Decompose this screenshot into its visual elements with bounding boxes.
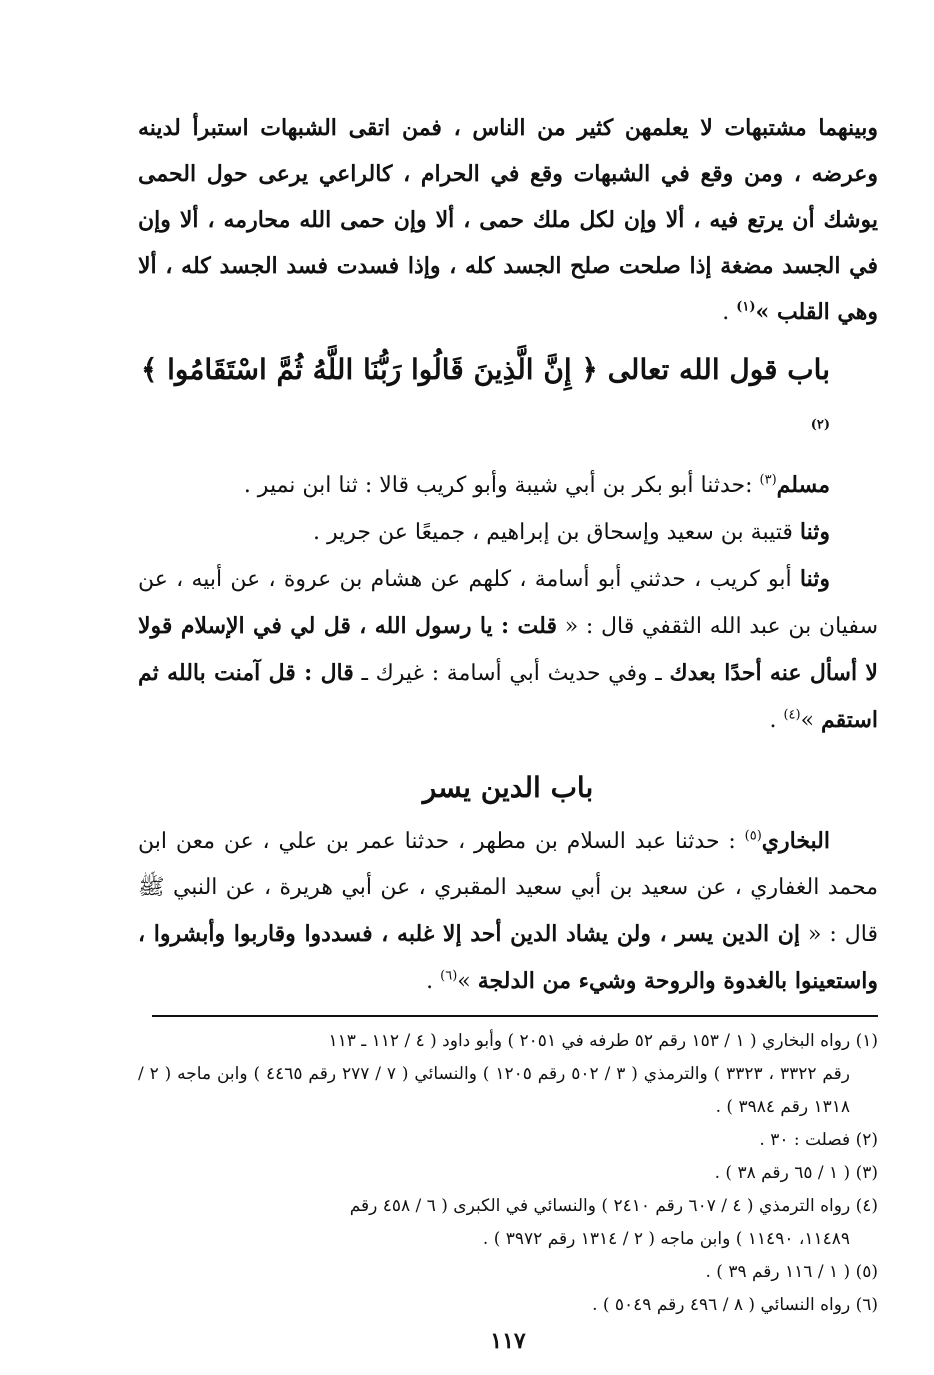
footnote-line: (٦) رواه النسائي ( ٨ / ٤٩٦ رقم ٥٠٤٩ ) .: [592, 1295, 878, 1315]
paragraph-end: .: [426, 969, 441, 994]
chapter-heading-text: باب قول الله تعالى ﴿ إِنَّ الَّذِينَ قَالُوا رَبُّنَا اللَّهُ ثُمَّ اسْتَقَامُوا ﴾: [140, 353, 830, 386]
footnote-item: [138, 1256, 878, 1289]
hadith-text: إن الدين يسر ، ولن يشاد الدين أحد إلا غلبه ، فسددوا وقاربوا وأبشروا ، واستعينوا بالغدوة والروحة وشيء من الدلجة: [138, 921, 878, 994]
chain-text: قتيبة بن سعيد وإسحاق بن إبراهيم ، جميعًا عن جرير .: [313, 520, 800, 545]
footnote-continuation: ١١٤٨٩، ١١٤٩٠ ) وابن ماجه ( ٢ / ١٣١٤ رقم ٣٩٧٢ ) .: [482, 1229, 850, 1249]
quote-close: »: [800, 708, 822, 733]
footnote-ref-4: (٤): [783, 707, 801, 723]
footnote-ref-2: (٢): [810, 417, 830, 433]
footnote-line: (٢) فصلت : ٣٠ .: [759, 1130, 878, 1150]
footnote-item: [138, 1124, 878, 1157]
chain-lead: وثنا: [799, 519, 830, 545]
hadith-text: وبينهما مشتبهات لا يعلمهن كثير من الناس ، فمن اتقى الشبهات استبرأ لدينه وعرضه ، ومن وقع في الشبهات وقع في الحرام ، كالراعي يرعى حول الحمى يوشك أن يرتع فيه ، ألا وإن لكل ملك حمى ، ألا وإن حمى الله محارمه ، ألا وإن في الجسد مضغة إذا صلحت صلح الجسد كله ، وإذا فسدت فسد الجسد كله ، ألا وهي القلب »: [138, 115, 878, 325]
chapter-heading-istiqama: [138, 340, 830, 460]
page-number: ١١٧: [490, 1328, 526, 1354]
footnote-item: [138, 1190, 878, 1256]
paragraph-end: .: [722, 300, 737, 325]
page-content: [138, 105, 878, 1354]
footnote-line: (٤) رواه الترمذي ( ٤ / ٦٠٧ رقم ٢٤١٠ ) والنسائي في الكبرى ( ٦ / ٤٥٨ رقم: [349, 1196, 878, 1216]
chain-lead: وثنا: [799, 566, 830, 592]
footnote-line: (٣) ( ١ / ٦٥ رقم ٣٨ ) .: [714, 1163, 878, 1183]
footnote-divider: [152, 1015, 878, 1017]
paragraph-end: .: [769, 708, 784, 733]
footnote-ref-6: (٦): [440, 968, 458, 984]
hadith-text: قلت : يا رسول الله ، قل لي في الإسلام قولا لا أسأل عنه أحدًا بعدك: [138, 613, 878, 686]
chain-text: : حدثنا عبد السلام بن مطهر ، حدثنا عمر بن علي ، عن معن ابن محمد الغفاري ، عن سعيد بن أبي سعيد المقبري ، عن أبي هريرة ، عن النبي ﷺ قال : «: [138, 829, 878, 947]
paragraph-chain-3: [138, 556, 878, 744]
footnote-item: [138, 1157, 878, 1190]
footnote-item: [138, 1289, 878, 1322]
footnote-continuation: رقم ٣٣٢٢ ، ٣٣٢٣ ) والترمذي ( ٣ / ٥٠٢ رقم ١٢٠٥ ) والنسائي ( ٧ / ٢٧٧ رقم ٤٤٦٥ ) وابن ماجه ( ٢ / ١٣١٨ رقم ٣٩٨٤ ) .: [138, 1064, 851, 1117]
chain-text: أبو كريب ، حدثني أبو أسامة ، كلهم عن هشام بن عروة ، عن أبيه ، عن سفيان بن عبد الله الثقفي قال : «: [138, 567, 878, 639]
footnote-line: (٥) ( ١ / ١١٦ رقم ٣٩ ) .: [705, 1262, 878, 1282]
source-name: البخاري: [761, 828, 830, 854]
source-name: مسلم: [776, 472, 830, 498]
chain-text: :حدثنا أبو بكر بن أبي شيبة وأبو كريب قالا : ثنا ابن نمير .: [243, 473, 760, 498]
footnote-ref-5: (٥): [744, 828, 762, 844]
paragraph-bukhari: [138, 818, 878, 1005]
variant-note: ـ وفي حديث أبي أسامة : غيرك ـ: [353, 661, 670, 686]
quote-close: »: [457, 969, 478, 994]
paragraph-chain-2: [138, 509, 878, 556]
footnote-ref-3: (٣): [759, 472, 777, 488]
footnote-item: [138, 1025, 878, 1124]
chapter-heading-religion-ease: باب الدين يسر: [422, 771, 594, 804]
footnote-ref-1: (١): [736, 299, 756, 315]
footnotes-list: [138, 1025, 878, 1322]
paragraph-muslim-chain: [138, 462, 878, 509]
paragraph-hadith-continuation: [138, 105, 878, 336]
footnote-line: (١) رواه البخاري ( ١ / ١٥٣ رقم ٥٢ طرفه في ٢٠٥١ ) وأبو داود ( ٤ / ١١٢ ـ ١١٣: [328, 1031, 878, 1051]
hadith-text: قال : قل آمنت بالله ثم استقم: [138, 660, 878, 733]
